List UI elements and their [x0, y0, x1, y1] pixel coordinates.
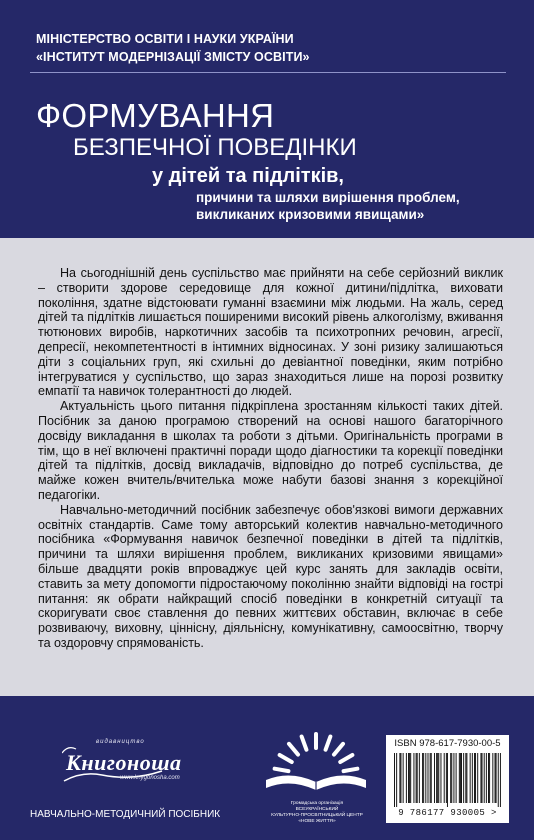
sun-book-icon — [258, 730, 374, 796]
isbn-block — [386, 735, 509, 823]
title-description — [196, 189, 516, 223]
publisher-url: www.knygonosha.com — [120, 775, 180, 781]
organization-line-1: Громадська організація — [290, 801, 344, 806]
ministry-line-1: МІНІСТЕРСТВО ОСВІТИ І НАУКИ УКРАЇНИ — [36, 32, 294, 46]
title-subtitle: БЕЗПЕЧНОЇ ПОВЕДІНКИ — [73, 134, 357, 161]
title-subtitle-2: у дітей та підлітків, — [152, 165, 344, 187]
organization-line-2: ВСЕУКРАЇНСЬКИЙ — [295, 807, 339, 812]
publisher-name: Книгоноша — [66, 750, 182, 775]
publisher-label: видавництво — [96, 739, 145, 745]
ministry-line-2: «ІНСТИТУТ МОДЕРНІЗАЦІЇ ЗМІСТУ ОСВІТИ» — [36, 50, 310, 64]
isbn-digits: 9 786177 930005 > — [398, 808, 497, 818]
annotation-text — [38, 266, 503, 651]
barcode-icon — [394, 753, 501, 807]
header-divider — [30, 72, 506, 73]
organization-line-4: «НОВЕ ЖИТТЯ» — [298, 819, 336, 824]
organization-line-3: КУЛЬТУРНО-ПРОСВІТНИЦЬКИЙ ЦЕНТР — [271, 813, 363, 818]
paragraph-3: Навчально-методичний посібник забезпечує обов'язкові вимоги державних освітніх стандартів. Саме тому авторський колектив навчально-методичного посібника «Формування навичок безпечної поведінки в дітей та підлітків, причини та шляхи вирішення проблем, викликаних кризовими явищами» більше двадцяти років впроваджує цей курс занять для закладів освіти, ставить за мету допомогти підростаючому поколінню знайти відповіді на гострі питання: як обрати найкращий спосіб поведінки в конкретній ситуації та скоригувати своє ставлення до певних життєвих обставин, включає в себе розвиваючу, виховну, ціннісну, діяльнісну, комунікативну, самоосвітню, творчу та оздоровчу спрямованість. — [38, 502, 503, 650]
isbn-label: ISBN 978-617-7930-00-5 — [394, 738, 501, 749]
title-main: ФОРМУВАННЯ — [36, 97, 275, 134]
ministry-header — [36, 30, 506, 66]
paragraph-1: На сьогоднішній день суспільство має прийняти на себе серйозний виклик – створити здорове середовище для кожної дитини/підлітка, виховати покоління, здатне відстоювати гуманні взаємини між людьми. На жаль, серед дітей та підлітків лишається поширеними високий рівень алкоголізму, вживання тютюнових виробів, наркотичних засобів та психотропних речовин, агресії, депресії, некомпетентності в інтимних відносинах. У зоні ризику залишаються діти з соціальних груп, які схильні до девіантної поведінки, яким потрібно інтегруватися у суспільство, що зараз знаходиться лише на порозі розвитку емпатії та навичок толерантності до людей. — [38, 266, 503, 399]
paragraph-2: Актуальність цього питання підкріплена зростанням кількості таких дітей. Посібник за даною програмою створений на основі нашого багаторічного досвіду викладання в школах та роботи з дітьми. Оригінальність програми в тім, що в неї включені практичні поради щодо діагностики та корекції поведінки дітей та підлітків, досвід викладачів, відповідно до потреб суспільства, де майже кожен вчитель/вчителька може набути базові знання з корекційної педагогіки. — [38, 399, 503, 502]
book-genre: НАВЧАЛЬНО-МЕТОДИЧНИЙ ПОСІБНИК — [30, 809, 221, 820]
title-description-line-2: викликаних кризовими явищами» — [196, 207, 425, 222]
title-description-line-1: причини та шляхи вирішення проблем, — [196, 190, 460, 205]
organization-text — [258, 801, 376, 825]
